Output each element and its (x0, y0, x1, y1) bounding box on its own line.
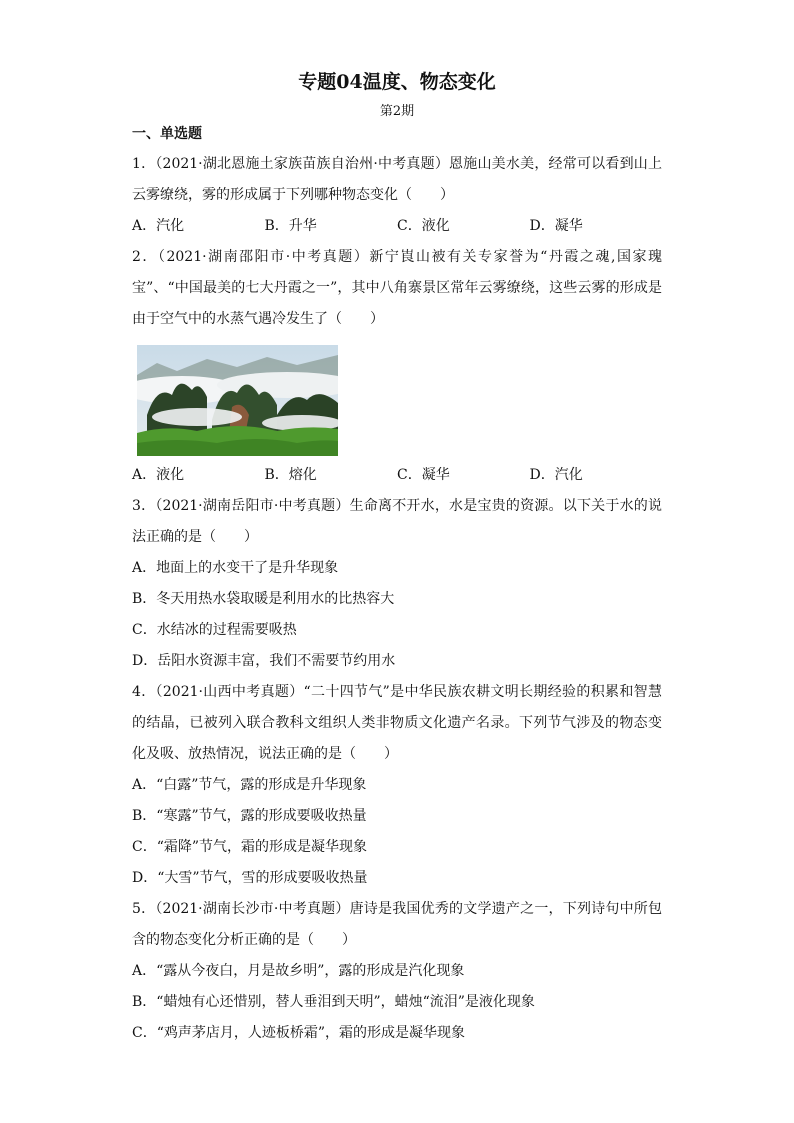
option-row (132, 211, 662, 242)
option-d: D．汽化 (529, 467, 583, 483)
option-a: A．“露从今夜白，月是故乡明”，露的形成是汽化现象 (132, 963, 465, 979)
option-d: D．岳阳水资源丰富，我们不需要节约用水 (132, 653, 396, 669)
question-3 (132, 491, 662, 677)
document-subtitle: 第2期 (379, 104, 415, 119)
option-c: C．液化 (397, 218, 450, 234)
question-stem: 5．（2021·湖南长沙市·中考真题）唐诗是我国优秀的文学遗产之一，下列诗句中所包含的物态变化分析正确的是（ ） (132, 901, 662, 948)
question-stem: 2．（2021·湖南邵阳市·中考真题）新宁崀山被有关专家誉为“丹霞之魂,国家瑰宝”、“中国最美的七大丹霞之一”，其中八角寨景区常年云雾缭绕，这些云雾的形成是由于空气中的水蒸气遇冷发生了（ ） (132, 249, 662, 327)
question-5 (132, 894, 662, 1049)
mountain-cloud-illustration (137, 345, 338, 456)
option-a: A．地面上的水变干了是升华现象 (132, 560, 339, 576)
option-b: B．“蜡烛有心还惜别，替人垂泪到天明”，蜡烛“流泪”是液化现象 (132, 994, 535, 1010)
section-heading: 一、单选题 (132, 126, 202, 142)
option-c: C．水结冰的过程需要吸热 (132, 622, 297, 638)
document-title: 专题04温度、物态变化 (298, 71, 496, 93)
option-a: A．汽化 (132, 218, 185, 234)
option-c: C．凝华 (397, 467, 450, 483)
option-c: C．“鸡声茅店月，人迹板桥霜”，霜的形成是凝华现象 (132, 1025, 466, 1041)
option-d: D．“大雪”节气，雪的形成要吸收热量 (132, 870, 368, 886)
option-c: C．“霜降”节气，霜的形成是凝华现象 (132, 839, 368, 855)
option-b: B．熔化 (264, 467, 317, 483)
question-1 (132, 149, 662, 242)
option-b: B．升华 (264, 218, 317, 234)
option-a: A．“白露”节气，露的形成是升华现象 (132, 777, 367, 793)
question-stem: 3．（2021·湖南岳阳市·中考真题）生命离不开水，水是宝贵的资源。以下关于水的说法正确的是（ ） (132, 498, 662, 545)
question-stem: 4．（2021·山西中考真题）“二十四节气”是中华民族农耕文明长期经验的积累和智慧的结晶，已被列入联合教科文组织人类非物质文化遗产名录。下列节气涉及的物态变化及吸、放热情况，说法正确的是（ ） (132, 684, 662, 762)
option-b: B．“寒露”节气，露的形成要吸收热量 (132, 808, 367, 824)
question-stem: 1．（2021·湖北恩施土家族苗族自治州·中考真题）恩施山美水美，经常可以看到山上云雾缭绕，雾的形成属于下列哪种物态变化（ ） (132, 156, 662, 203)
option-row (132, 460, 662, 491)
question-4 (132, 677, 662, 894)
option-b: B．冬天用热水袋取暖是利用水的比热容大 (132, 591, 395, 607)
option-d: D．凝华 (529, 218, 583, 234)
question-list (132, 149, 662, 1049)
option-a: A．液化 (132, 467, 185, 483)
question-2 (132, 242, 662, 491)
danxia-cloud-photo (137, 345, 338, 456)
